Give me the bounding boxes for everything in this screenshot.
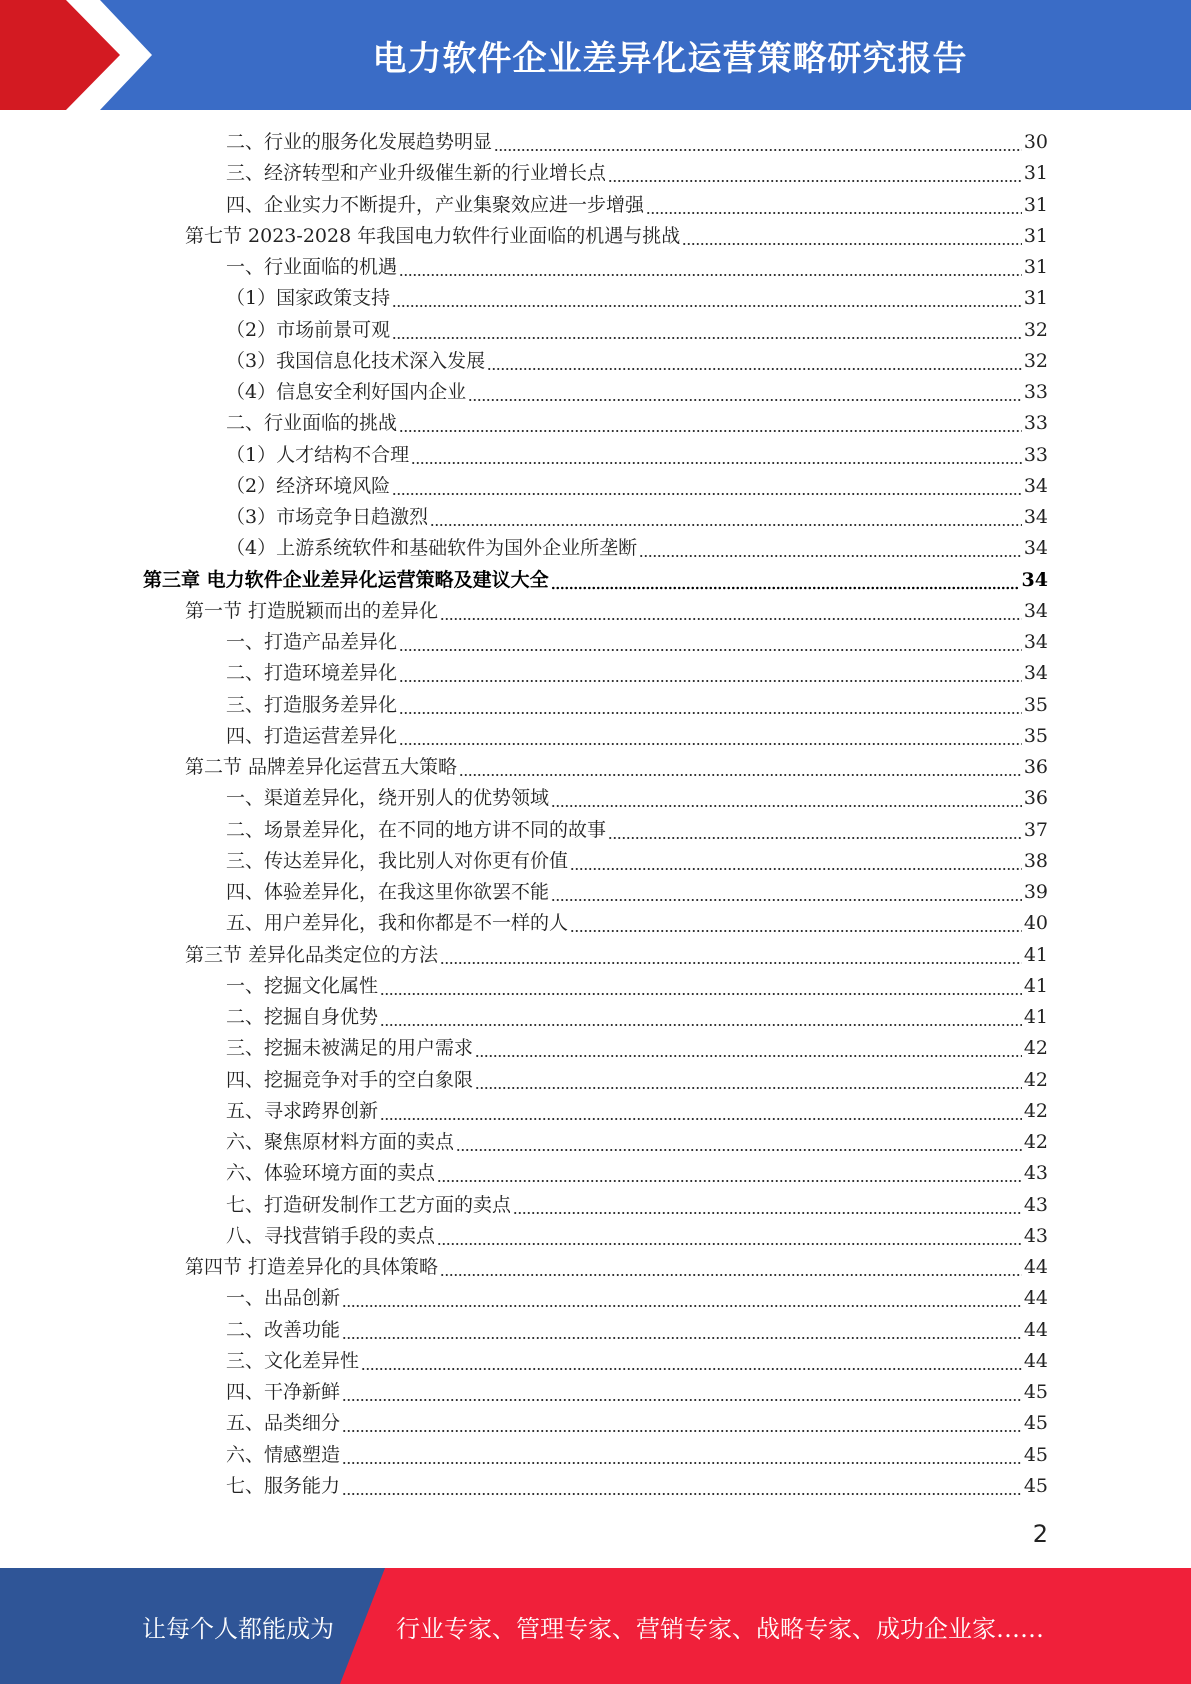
toc-dot-leader	[570, 846, 1022, 877]
toc-entry[interactable]	[226, 1408, 1048, 1439]
toc-dot-leader	[361, 1346, 1022, 1377]
toc-entry[interactable]	[226, 502, 1048, 533]
toc-entry-page: 31	[1023, 224, 1048, 247]
toc-entry-page: 44	[1023, 1318, 1048, 1341]
toc-entry-page: 34	[1023, 506, 1048, 528]
toc-entry-page: 34	[1023, 474, 1048, 497]
toc-entry[interactable]	[143, 565, 1048, 596]
toc-entry-page: 36	[1023, 756, 1048, 778]
toc-dot-leader	[342, 1283, 1022, 1314]
toc-entry-page: 45	[1023, 1443, 1048, 1466]
toc-entry-page: 41	[1023, 974, 1048, 997]
report-title: 电力软件企业差异化运营策略研究报告	[372, 38, 968, 79]
toc-entry-page: 34	[1023, 537, 1048, 560]
toc-dot-leader	[399, 658, 1022, 689]
toc-entry-page: 34	[1023, 662, 1048, 685]
toc-dot-leader	[380, 1002, 1022, 1033]
toc-entry[interactable]	[226, 877, 1048, 908]
toc-entry[interactable]	[226, 408, 1048, 439]
toc-dot-leader	[608, 158, 1022, 189]
toc-entry-page: 34	[1023, 599, 1048, 622]
toc-entry-page: 42	[1023, 1131, 1048, 1153]
toc-entry-label: 一、打造产品差异化	[226, 631, 398, 653]
toc-entry[interactable]	[226, 346, 1048, 377]
toc-entry-page: 45	[1023, 1412, 1048, 1435]
toc-entry-page: 31	[1023, 287, 1048, 310]
toc-entry-page: 42	[1023, 1068, 1048, 1091]
toc-entry-label: （3）市场竞争日趋激烈	[226, 506, 429, 528]
toc-entry-label: 六、聚焦原材料方面的卖点	[226, 1131, 455, 1153]
toc-entry-page: 37	[1023, 818, 1048, 841]
toc-entry[interactable]	[185, 596, 1048, 627]
toc-entry-label: 四、企业实力不断提升，产业集聚效应进一步增强	[226, 193, 645, 216]
toc-dot-leader	[456, 1127, 1022, 1158]
page-number: 2	[1032, 1520, 1048, 1548]
toc-entry[interactable]	[226, 1221, 1048, 1252]
toc-entry-page: 42	[1023, 1099, 1048, 1122]
toc-entry-page: 45	[1023, 1474, 1048, 1497]
toc-entry-label: 二、行业的服务化发展趋势明显	[226, 131, 493, 153]
toc-dot-leader	[411, 440, 1022, 471]
toc-entry-label: （4）信息安全利好国内企业	[226, 381, 467, 403]
toc-entry[interactable]	[226, 1065, 1048, 1096]
toc-entry-label: 七、服务能力	[226, 1474, 341, 1497]
toc-entry-label: 二、场景差异化，在不同的地方讲不同的故事	[226, 818, 607, 841]
toc-entry[interactable]	[226, 533, 1048, 564]
toc-entry[interactable]	[226, 1315, 1048, 1346]
toc-dot-leader	[487, 346, 1022, 377]
toc-entry-page: 34	[1021, 568, 1048, 591]
toc-dot-leader	[399, 252, 1022, 283]
toc-entry-page: 36	[1023, 787, 1048, 810]
toc-entry-page: 30	[1023, 131, 1048, 153]
toc-entry[interactable]	[226, 690, 1048, 721]
toc-entry-label: 三、经济转型和产业升级催生新的行业增长点	[226, 162, 607, 185]
toc-entry-label: 八、寻找营销手段的卖点	[226, 1224, 436, 1247]
toc-entry-label: 七、打造研发制作工艺方面的卖点	[226, 1193, 512, 1216]
toc-entry-label: 一、渠道差异化，绕开别人的优势领域	[226, 787, 550, 810]
toc-entry[interactable]	[185, 1252, 1048, 1283]
toc-dot-leader	[440, 1252, 1022, 1283]
toc-dot-leader	[342, 1440, 1022, 1471]
toc-entry[interactable]	[226, 283, 1048, 314]
toc-entry-label: 第四节 打造差异化的具体策略	[185, 1256, 439, 1278]
toc-entry-page: 43	[1023, 1193, 1048, 1216]
toc-entry-label: 三、传达差异化，我比别人对你更有价值	[226, 849, 569, 872]
toc-dot-leader	[399, 721, 1022, 752]
toc-entry-page: 33	[1023, 381, 1048, 403]
toc-entry-label: 第三章 电力软件企业差异化运营策略及建议大全	[143, 568, 549, 591]
toc-entry-label: 二、挖掘自身优势	[226, 1006, 379, 1028]
toc-dot-leader	[682, 221, 1022, 252]
toc-entry-page: 35	[1023, 724, 1048, 747]
toc-dot-leader	[513, 1190, 1022, 1221]
toc-entry[interactable]	[226, 1158, 1048, 1189]
toc-entry-label: 四、打造运营差异化	[226, 724, 398, 747]
toc-dot-leader	[392, 471, 1022, 502]
toc-entry-label: 一、出品创新	[226, 1287, 341, 1310]
toc-entry[interactable]	[226, 1002, 1048, 1033]
toc-dot-leader	[570, 908, 1022, 939]
toc-entry[interactable]	[226, 1190, 1048, 1221]
toc-entry-label: （1）人才结构不合理	[226, 443, 410, 466]
toc-dot-leader	[342, 1408, 1022, 1439]
toc-entry[interactable]	[226, 1346, 1048, 1377]
toc-entry-label: 四、体验差异化，在我这里你欲罢不能	[226, 881, 550, 903]
toc-entry[interactable]	[226, 1471, 1048, 1502]
toc-entry-page: 34	[1023, 631, 1048, 653]
toc-entry-label: 四、挖掘竞争对手的空白象限	[226, 1068, 474, 1091]
toc-entry[interactable]	[226, 377, 1048, 408]
toc-entry[interactable]	[226, 846, 1048, 877]
toc-entry-page: 44	[1023, 1256, 1048, 1278]
toc-entry[interactable]	[226, 783, 1048, 814]
toc-entry-page: 41	[1023, 1006, 1048, 1028]
toc-dot-leader	[342, 1471, 1022, 1502]
toc-dot-leader	[342, 1315, 1022, 1346]
toc-entry-label: （1）国家政策支持	[226, 287, 391, 310]
toc-entry[interactable]	[226, 471, 1048, 502]
toc-entry[interactable]	[226, 190, 1048, 221]
toc-dot-leader	[392, 315, 1022, 346]
toc-entry-label: 五、用户差异化，我和你都是不一样的人	[226, 912, 569, 935]
toc-entry-page: 44	[1023, 1287, 1048, 1310]
toc-entry[interactable]	[226, 252, 1048, 283]
toc-dot-leader	[475, 1033, 1022, 1064]
toc-dot-leader	[468, 377, 1022, 408]
toc-dot-leader	[430, 502, 1022, 533]
toc-entry-label: 二、打造环境差异化	[226, 662, 398, 685]
toc-entry[interactable]	[226, 1127, 1048, 1158]
toc-dot-leader	[342, 1377, 1022, 1408]
toc-entry-label: 三、打造服务差异化	[226, 693, 398, 716]
toc-dot-leader	[639, 533, 1022, 564]
footer-slogan-left: 让每个人都能成为	[142, 1614, 334, 1643]
toc-entry-label: 二、行业面临的挑战	[226, 412, 398, 435]
toc-entry[interactable]	[226, 127, 1048, 158]
toc-entry-page: 38	[1023, 849, 1048, 872]
toc-entry-page: 31	[1023, 256, 1048, 278]
toc-entry[interactable]	[226, 1096, 1048, 1127]
toc-entry-label: 第一节 打造脱颖而出的差异化	[185, 599, 439, 622]
toc-entry-page: 32	[1023, 318, 1048, 341]
toc-entry-page: 40	[1023, 912, 1048, 935]
toc-entry-page: 44	[1023, 1349, 1048, 1372]
toc-entry[interactable]	[226, 971, 1048, 1002]
toc-dot-leader	[551, 783, 1022, 814]
toc-entry-page: 35	[1023, 693, 1048, 716]
toc-entry[interactable]	[226, 158, 1048, 189]
toc-dot-leader	[608, 815, 1022, 846]
toc-dot-leader	[392, 283, 1022, 314]
toc-entry[interactable]	[226, 1377, 1048, 1408]
toc-entry-label: （4）上游系统软件和基础软件为国外企业所垄断	[226, 537, 638, 560]
toc-entry-page: 43	[1023, 1224, 1048, 1247]
toc-entry-page: 42	[1023, 1037, 1048, 1060]
toc-dot-leader	[459, 752, 1022, 783]
toc-dot-leader	[440, 940, 1022, 971]
toc-entry[interactable]	[185, 752, 1048, 783]
toc-entry-page: 31	[1023, 162, 1048, 185]
toc-dot-leader	[380, 1096, 1022, 1127]
toc-entry-label: 三、挖掘未被满足的用户需求	[226, 1037, 474, 1060]
toc-entry-label: 五、寻求跨界创新	[226, 1099, 379, 1122]
toc-entry-page: 31	[1023, 193, 1048, 216]
toc-entry-label: 第二节 品牌差异化运营五大策略	[185, 756, 458, 778]
toc-entry-label: （2）经济环境风险	[226, 474, 391, 497]
toc-entry-label: 第三节 差异化品类定位的方法	[185, 943, 439, 966]
toc-dot-leader	[437, 1158, 1022, 1189]
toc-entry[interactable]	[185, 940, 1048, 971]
toc-dot-leader	[551, 877, 1022, 908]
toc-entry-label: 一、挖掘文化属性	[226, 974, 379, 997]
toc-dot-leader	[399, 408, 1022, 439]
footer-slogan-right: 行业专家、管理专家、营销专家、战略专家、成功企业家……	[396, 1614, 1044, 1643]
toc-dot-leader	[494, 127, 1022, 158]
toc-entry-page: 39	[1023, 881, 1048, 903]
toc-entry-label: （3）我国信息化技术深入发展	[226, 349, 486, 372]
toc-entry[interactable]	[226, 315, 1048, 346]
toc-dot-leader	[475, 1065, 1022, 1096]
toc-entry[interactable]	[185, 221, 1048, 252]
toc-entry[interactable]	[226, 815, 1048, 846]
toc-entry-label: （2）市场前景可观	[226, 318, 391, 341]
toc-entry-label: 六、情感塑造	[226, 1443, 341, 1466]
toc-entry-label: 五、品类细分	[226, 1412, 341, 1435]
toc-dot-leader	[440, 596, 1022, 627]
toc-entry[interactable]	[226, 627, 1048, 658]
header-banner	[0, 0, 1191, 110]
toc-entry-page: 45	[1023, 1381, 1048, 1403]
toc-dot-leader	[399, 627, 1022, 658]
toc-dot-leader	[551, 565, 1020, 596]
footer-banner	[0, 1568, 1191, 1684]
toc-entry-label: 二、改善功能	[226, 1318, 341, 1341]
toc-entry-page: 32	[1023, 349, 1048, 372]
toc-entry[interactable]	[226, 440, 1048, 471]
toc-entry-label: 六、体验环境方面的卖点	[226, 1162, 436, 1185]
header-red-arrow-shape	[0, 0, 140, 110]
toc-entry[interactable]	[226, 721, 1048, 752]
toc-entry-page: 33	[1023, 412, 1048, 435]
toc-entry-label: 三、文化差异性	[226, 1349, 360, 1372]
toc-entry[interactable]	[226, 658, 1048, 689]
toc-entry[interactable]	[226, 1283, 1048, 1314]
toc-entry-page: 33	[1023, 443, 1048, 466]
toc-entry-page: 41	[1023, 943, 1048, 966]
toc-entry[interactable]	[226, 1440, 1048, 1471]
toc-entry[interactable]	[226, 1033, 1048, 1064]
toc-entry[interactable]	[226, 908, 1048, 939]
toc-dot-leader	[646, 190, 1022, 221]
toc-entry-label: 四、干净新鲜	[226, 1381, 341, 1403]
toc-entry-label: 一、行业面临的机遇	[226, 256, 398, 278]
toc-dot-leader	[399, 690, 1022, 721]
toc-dot-leader	[380, 971, 1022, 1002]
toc-entry-page: 43	[1023, 1162, 1048, 1185]
toc-dot-leader	[437, 1221, 1022, 1252]
toc-entry-label: 第七节 2023-2028 年我国电力软件行业面临的机遇与挑战	[185, 224, 681, 247]
